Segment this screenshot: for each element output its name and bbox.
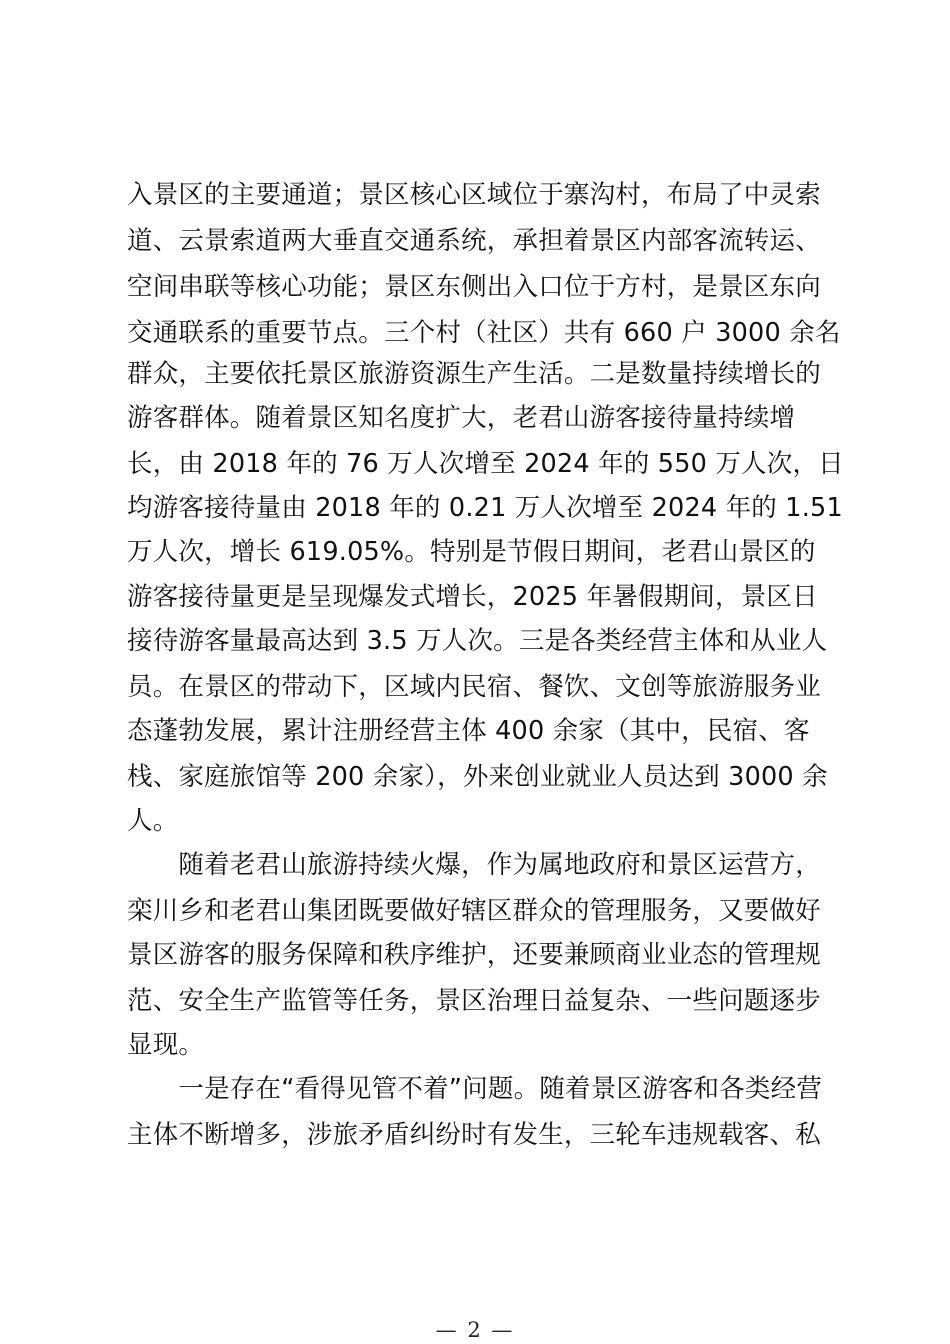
text-line: 景区游客的服务保障和秩序维护，还要兼顾商业业态的管理规 [127, 940, 821, 970]
page-number: — 2 — [435, 1318, 515, 1342]
text-line: 长，由 2018 年的 76 万人次增至 2024 年的 550 万人次，日 [127, 449, 844, 479]
text-line: 显现。 [127, 1030, 205, 1060]
text-line: 随着老君山旅游持续火爆，作为属地政府和景区运营方， [127, 850, 821, 880]
text-line: 员。在景区的带动下，区域内民宿、餐饮、文创等旅游服务业 [127, 672, 821, 702]
text-line: 万人次，增长 619.05%。特别是节假日期间，老君山景区的 [127, 537, 816, 567]
text-line: 入景区的主要通道；景区核心区域位于寨沟村，布局了中灵索 [127, 180, 821, 210]
text-line: 道、云景索道两大垂直交通系统，承担着景区内部客流转运、 [127, 226, 821, 256]
text-line: 人。 [127, 806, 179, 836]
text-line: 接待游客量最高达到 3.5 万人次。三是各类经营主体和从业人 [127, 626, 828, 656]
text-line: 均游客接待量由 2018 年的 0.21 万人次增至 2024 年的 1.51 [127, 493, 843, 523]
text-line: 栈、家庭旅馆等 200 余家），外来创业就业人员达到 3000 余 [127, 762, 828, 792]
text-line: 交通联系的重要节点。三个村（社区）共有 660 户 3000 余名 [127, 318, 841, 348]
text-line: 态蓬勃发展，累计注册经营主体 400 余家（其中，民宿、客 [127, 716, 810, 746]
text-line: 空间串联等核心功能；景区东侧出入口位于方村，是景区东向 [127, 272, 821, 302]
text-line: 一是存在“看得见管不着”问题。随着景区游客和各类经营 [127, 1074, 823, 1104]
text-line: 栾川乡和老君山集团既要做好辖区群众的管理服务，又要做好 [127, 896, 821, 926]
text-line: 游客群体。随着景区知名度扩大，老君山游客接待量持续增 [127, 403, 796, 433]
text-line: 群众，主要依托景区旅游资源生产生活。二是数量持续增长的 [127, 359, 821, 389]
text-line: 主体不断增多，涉旅矛盾纠纷时有发生，三轮车违规载客、私 [127, 1120, 821, 1150]
text-line: 游客接待量更是呈现爆发式增长，2025 年暑假期间，景区日 [127, 582, 818, 612]
text-line: 范、安全生产监管等任务，景区治理日益复杂、一些问题逐步 [127, 986, 821, 1016]
